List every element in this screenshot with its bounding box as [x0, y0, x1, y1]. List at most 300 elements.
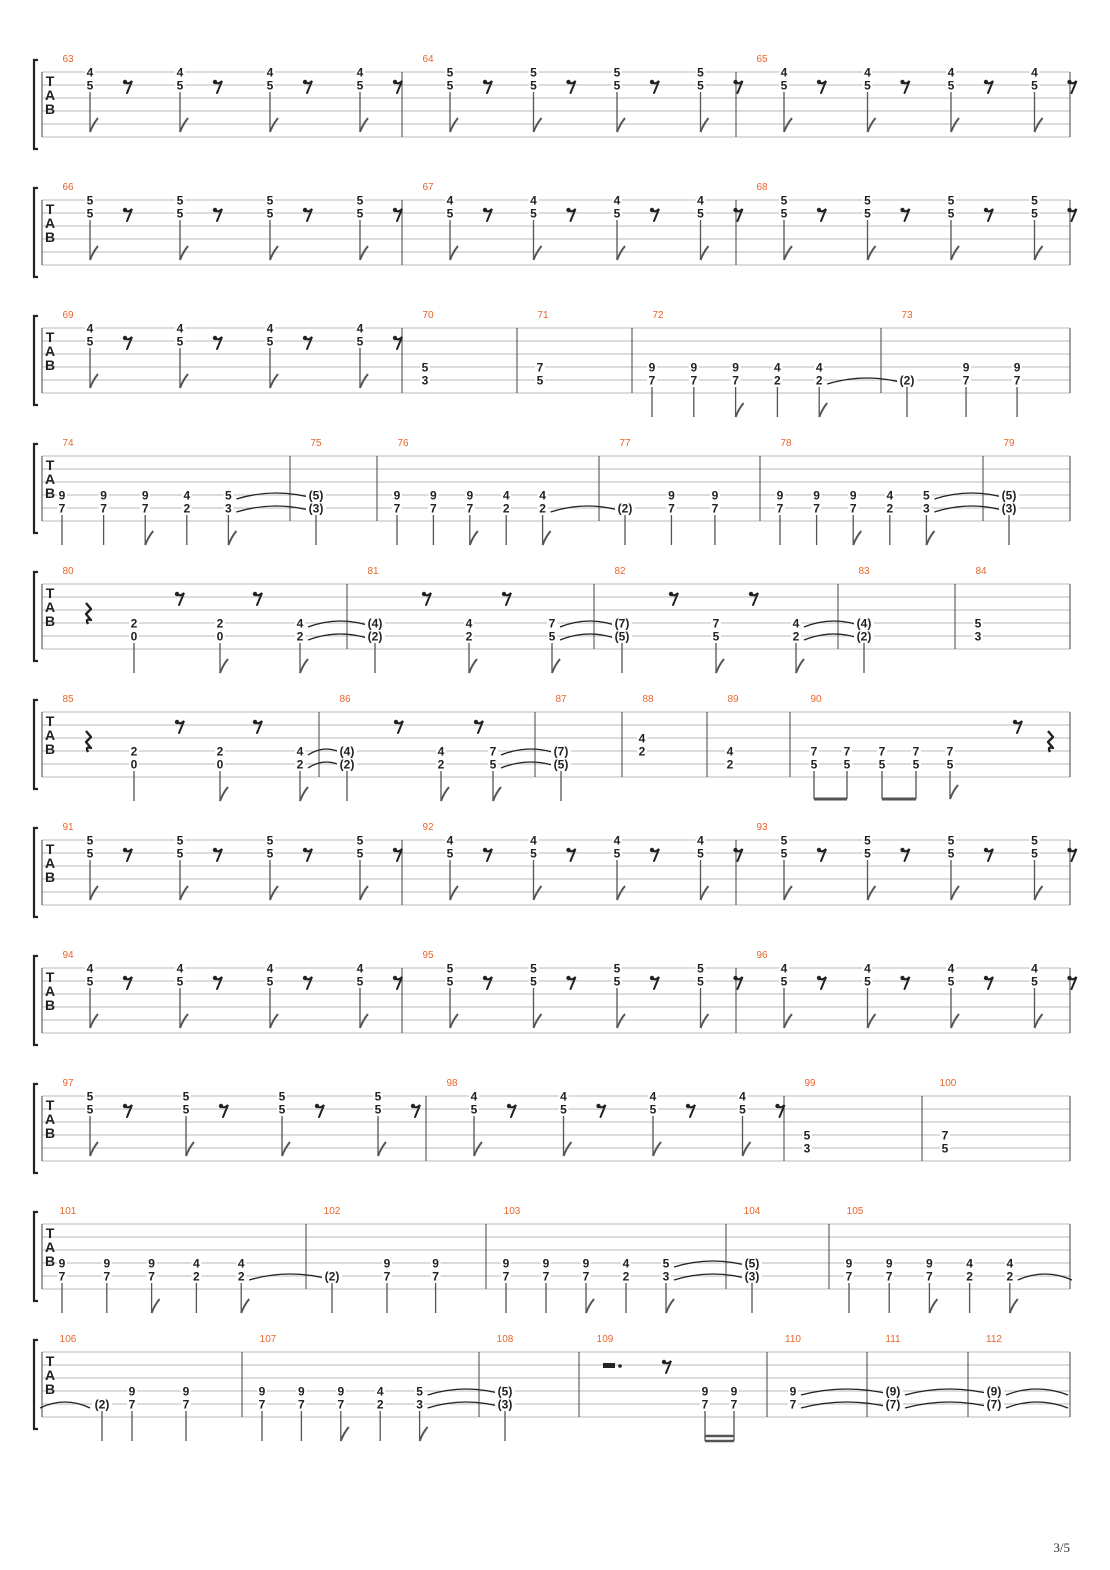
fret-number: 9 — [432, 1256, 439, 1271]
tie-arc — [308, 634, 373, 640]
fret-number: 7 — [711, 501, 719, 516]
fret-number: 5 — [266, 833, 274, 848]
fret-number: 5 — [530, 206, 537, 221]
fret-number: 5 — [176, 833, 184, 848]
fret-number: 5 — [780, 193, 788, 208]
fret-number: 0 — [216, 629, 224, 644]
fret-number: 5 — [947, 833, 955, 848]
fret-number: 4 — [470, 1089, 478, 1104]
eighth-flag — [90, 1014, 98, 1028]
fret-number: 4 — [697, 833, 704, 848]
fret-number: 9 — [648, 360, 656, 375]
fret-number: 5 — [530, 78, 537, 93]
eighth-rest-dot — [253, 592, 257, 596]
eighth-flag — [90, 246, 98, 260]
measure-number: 109 — [596, 1334, 614, 1345]
fret-number: 9 — [337, 1384, 345, 1399]
fret-number: 4 — [739, 1089, 746, 1104]
tab-clef-letter: T — [45, 969, 55, 985]
fret-number: 5 — [446, 65, 454, 80]
tied-fret-number: (3) — [1001, 501, 1017, 516]
fret-number: 7 — [430, 501, 437, 516]
fret-number: 5 — [864, 974, 871, 989]
fret-number: 4 — [86, 961, 94, 976]
fret-number: 4 — [1031, 961, 1038, 976]
fret-number: 4 — [613, 833, 621, 848]
eighth-rest-dot — [213, 80, 217, 84]
fret-number: 2 — [130, 744, 138, 759]
tab-clef-letter: B — [44, 101, 56, 117]
eighth-flag — [441, 787, 449, 801]
fret-number: 9 — [711, 488, 719, 503]
eighth-flag — [617, 118, 625, 132]
tab-clef-letter: A — [44, 727, 56, 743]
fret-number: 7 — [58, 1269, 66, 1284]
eighth-flag — [270, 246, 278, 260]
fret-number: 5 — [613, 974, 621, 989]
fret-number: 7 — [141, 501, 149, 516]
eighth-flag — [186, 1142, 194, 1156]
eighth-rest-dot — [566, 80, 570, 84]
tab-clef-letter: B — [44, 741, 56, 757]
fret-number: 5 — [176, 846, 184, 861]
fret-number: 5 — [86, 78, 94, 93]
fret-number: 4 — [539, 488, 546, 503]
fret-number: 4 — [613, 193, 621, 208]
rest-dot — [618, 1364, 622, 1368]
fret-number: 5 — [864, 78, 871, 93]
eighth-rest-dot — [984, 208, 988, 212]
tied-fret-number: (3) — [744, 1269, 760, 1284]
tab-clef-letter: B — [44, 613, 56, 629]
fret-number: 2 — [622, 1269, 630, 1284]
fret-number: 4 — [726, 744, 734, 759]
fret-number: 5 — [176, 193, 184, 208]
system-bracket — [34, 956, 38, 1045]
measure-number: 86 — [339, 694, 351, 705]
fret-number: 2 — [376, 1397, 384, 1412]
eighth-rest-dot — [900, 848, 904, 852]
tab-clef-letter: A — [44, 471, 56, 487]
eighth-rest-dot — [303, 336, 307, 340]
measure-number: 71 — [537, 310, 549, 321]
eighth-rest-dot — [749, 592, 753, 596]
eighth-rest-dot — [474, 720, 478, 724]
eighth-flag — [1035, 1014, 1043, 1028]
system-bracket — [34, 1340, 38, 1429]
eighth-flag — [701, 1014, 709, 1028]
tab-clef-letter: T — [45, 585, 55, 601]
system-bracket — [34, 1084, 38, 1173]
fret-number: 5 — [947, 846, 955, 861]
eighth-rest-dot — [394, 720, 398, 724]
tied-fret-number: (2) — [94, 1397, 110, 1412]
system-bracket — [34, 828, 38, 917]
measure-number: 76 — [397, 438, 409, 449]
fret-number: 9 — [100, 488, 107, 503]
eighth-flag — [951, 246, 959, 260]
eighth-flag — [180, 1014, 188, 1028]
fret-number: 7 — [962, 373, 970, 388]
fret-number: 9 — [776, 488, 784, 503]
fret-number: 3 — [974, 629, 982, 644]
fret-number: 5 — [697, 206, 704, 221]
eighth-flag — [90, 886, 98, 900]
eighth-rest-dot — [123, 1104, 127, 1108]
fret-number: 2 — [130, 616, 138, 631]
fret-number: 4 — [356, 961, 364, 976]
eighth-flag — [180, 246, 188, 260]
fret-number: 5 — [1031, 193, 1038, 208]
fret-number: 5 — [176, 974, 184, 989]
fret-number: 5 — [356, 334, 364, 349]
tie-arc — [236, 493, 316, 499]
fret-number: 9 — [926, 1256, 933, 1271]
fret-number: 7 — [789, 1397, 797, 1412]
fret-number: 9 — [885, 1256, 893, 1271]
half-rest — [603, 1363, 615, 1368]
eighth-flag — [90, 118, 98, 132]
fret-number: 5 — [86, 846, 94, 861]
tied-fret-number: (9) — [885, 1384, 901, 1399]
eighth-flag — [220, 659, 228, 673]
fret-number: 2 — [437, 757, 445, 772]
eighth-rest-dot — [1067, 848, 1071, 852]
fret-number: 9 — [962, 360, 970, 375]
fret-number: 9 — [298, 1384, 305, 1399]
tie-arc — [1018, 1274, 1072, 1280]
tied-fret-number: (2) — [367, 629, 383, 644]
quarter-rest — [86, 603, 91, 624]
measure-number: 91 — [62, 822, 74, 833]
measure-number: 96 — [756, 950, 768, 961]
system-bracket — [34, 1212, 38, 1301]
fret-number: 7 — [648, 373, 656, 388]
tab-clef-letter: B — [44, 1253, 56, 1269]
eighth-rest-dot — [686, 1104, 690, 1108]
tied-fret-number: (2) — [324, 1269, 340, 1284]
fret-number: 7 — [258, 1397, 266, 1412]
tie-arc — [674, 1274, 752, 1280]
fret-number: 7 — [701, 1397, 709, 1412]
fret-number: 5 — [697, 974, 704, 989]
tie-arc — [249, 1274, 332, 1280]
eighth-rest-dot — [393, 336, 397, 340]
eighth-flag — [543, 531, 551, 545]
measure-number: 81 — [367, 566, 379, 577]
fret-number: 2 — [539, 501, 546, 516]
tab-clef-letter: B — [44, 1125, 56, 1141]
measure-number: 85 — [62, 694, 74, 705]
eighth-rest-dot — [213, 976, 217, 980]
eighth-flag — [270, 118, 278, 132]
measure-number: 106 — [59, 1334, 77, 1345]
tied-fret-number: (5) — [744, 1256, 760, 1271]
fret-number: 9 — [182, 1384, 190, 1399]
eighth-flag — [784, 1014, 792, 1028]
tab-clef-letter: T — [45, 329, 55, 345]
eighth-flag — [300, 787, 308, 801]
fret-number: 5 — [780, 833, 788, 848]
fret-number: 5 — [780, 206, 788, 221]
eighth-flag — [282, 1142, 290, 1156]
eighth-flag — [450, 886, 458, 900]
fret-number: 5 — [1031, 974, 1038, 989]
eighth-flag — [951, 1014, 959, 1028]
fret-number: 7 — [582, 1269, 590, 1284]
eighth-flag — [1035, 118, 1043, 132]
fret-number: 9 — [542, 1256, 550, 1271]
fret-number: 3 — [662, 1269, 670, 1284]
measure-number: 90 — [810, 694, 822, 705]
fret-number: 4 — [864, 65, 871, 80]
eighth-flag — [360, 118, 368, 132]
fret-number: 5 — [548, 629, 556, 644]
measure-number: 64 — [422, 54, 434, 65]
fret-number: 2 — [296, 629, 304, 644]
fret-number: 2 — [502, 501, 510, 516]
measure-number: 75 — [310, 438, 322, 449]
eighth-flag — [152, 1299, 160, 1313]
eighth-flag — [241, 1299, 249, 1313]
fret-number: 5 — [278, 1089, 286, 1104]
measure-number: 94 — [62, 950, 74, 961]
tied-fret-number: (9) — [986, 1384, 1002, 1399]
measure-number: 69 — [62, 310, 74, 321]
fret-number: 5 — [613, 65, 621, 80]
fret-number: 7 — [849, 501, 857, 516]
fret-number: 4 — [638, 731, 646, 746]
measure-number: 72 — [652, 310, 664, 321]
fret-number: 5 — [356, 833, 364, 848]
tied-fret-number: (3) — [497, 1397, 513, 1412]
eighth-rest-dot — [900, 80, 904, 84]
fret-number: 9 — [732, 360, 739, 375]
fret-number: 5 — [530, 961, 537, 976]
tie-arc — [1006, 1402, 1068, 1408]
fret-number: 7 — [548, 616, 556, 631]
fret-number: 5 — [947, 206, 955, 221]
eighth-flag — [180, 374, 188, 388]
fret-number: 5 — [176, 206, 184, 221]
eighth-rest-dot — [123, 208, 127, 212]
eighth-flag — [474, 1142, 482, 1156]
fret-number: 2 — [1006, 1269, 1014, 1284]
fret-number: 5 — [182, 1089, 190, 1104]
fret-number: 2 — [193, 1269, 200, 1284]
tie-arc — [428, 1402, 505, 1408]
eighth-rest-dot — [219, 1104, 223, 1108]
fret-number: 9 — [128, 1384, 136, 1399]
fret-number: 3 — [416, 1397, 423, 1412]
eighth-rest-dot — [123, 976, 127, 980]
measure-number: 78 — [780, 438, 792, 449]
eighth-rest-dot — [393, 80, 397, 84]
eighth-flag — [469, 659, 477, 673]
measure-number: 80 — [62, 566, 74, 577]
tied-fret-number: (5) — [1001, 488, 1017, 503]
fret-number: 7 — [810, 744, 818, 759]
fret-number: 5 — [1031, 206, 1038, 221]
tab-clef-letter: A — [44, 855, 56, 871]
fret-number: 5 — [810, 757, 818, 772]
fret-number: 5 — [712, 629, 720, 644]
fret-number: 5 — [266, 193, 274, 208]
fret-number: 7 — [912, 744, 920, 759]
eighth-flag — [736, 403, 744, 417]
eighth-flag — [929, 1299, 937, 1313]
fret-number: 5 — [697, 846, 704, 861]
measure-number: 108 — [496, 1334, 514, 1345]
fret-number: 4 — [266, 65, 274, 80]
fret-number: 5 — [266, 846, 274, 861]
tie-arc — [801, 1389, 893, 1395]
tab-clef-letter: B — [44, 1381, 56, 1397]
fret-number: 7 — [776, 501, 784, 516]
eighth-rest-dot — [984, 848, 988, 852]
measure-number: 93 — [756, 822, 768, 833]
fret-number: 9 — [582, 1256, 590, 1271]
fret-number: 5 — [225, 488, 232, 503]
measure-number: 112 — [986, 1334, 1002, 1345]
fret-number: 5 — [446, 974, 454, 989]
measure-number: 67 — [422, 182, 434, 193]
fret-number: 5 — [356, 193, 364, 208]
tab-clef-letter: A — [44, 215, 56, 231]
tie-arc — [801, 1402, 893, 1408]
fret-number: 5 — [947, 193, 955, 208]
tie-arc — [934, 493, 1009, 499]
eighth-rest-dot — [566, 976, 570, 980]
fret-number: 5 — [941, 1141, 949, 1156]
measure-number: 105 — [846, 1206, 864, 1217]
fret-number: 2 — [774, 373, 781, 388]
tie-arc — [560, 621, 620, 627]
fret-number: 7 — [466, 501, 474, 516]
tie-arc — [905, 1389, 994, 1395]
tie-arc — [551, 506, 625, 512]
fret-number: 4 — [446, 833, 454, 848]
fret-number: 5 — [697, 961, 704, 976]
fret-number: 4 — [622, 1256, 630, 1271]
fret-number: 4 — [237, 1256, 245, 1271]
fret-number: 2 — [638, 744, 646, 759]
eighth-rest-dot — [502, 592, 506, 596]
tab-clef-letter: B — [44, 997, 56, 1013]
fret-number: 7 — [100, 501, 107, 516]
fret-number: 9 — [1013, 360, 1021, 375]
fret-number: 5 — [86, 334, 94, 349]
fret-number: 4 — [266, 961, 274, 976]
fret-number: 2 — [966, 1269, 973, 1284]
eighth-flag — [868, 886, 876, 900]
fret-number: 7 — [393, 501, 401, 516]
eighth-flag — [743, 1142, 751, 1156]
fret-number: 5 — [560, 1102, 567, 1117]
tied-fret-number: (4) — [367, 616, 383, 631]
eighth-flag — [534, 118, 542, 132]
eighth-rest-dot — [253, 720, 257, 724]
eighth-flag — [796, 659, 804, 673]
fret-number: 4 — [864, 961, 871, 976]
measure-number: 87 — [555, 694, 567, 705]
fret-number: 4 — [649, 1089, 657, 1104]
fret-number: 4 — [356, 65, 364, 80]
measure-number: 97 — [62, 1078, 74, 1089]
eighth-rest-dot — [483, 976, 487, 980]
quarter-rest — [86, 731, 91, 752]
eighth-rest-dot — [303, 208, 307, 212]
fret-number: 2 — [792, 629, 800, 644]
fret-number: 5 — [416, 1384, 423, 1399]
tie-arc — [934, 506, 1009, 512]
fret-number: 5 — [530, 974, 537, 989]
fret-number: 5 — [697, 65, 704, 80]
eighth-flag — [450, 1014, 458, 1028]
eighth-flag — [341, 1427, 349, 1441]
fret-number: 5 — [356, 206, 364, 221]
fret-number: 5 — [489, 757, 497, 772]
eighth-flag — [360, 1014, 368, 1028]
tab-clef-letter: A — [44, 343, 56, 359]
eighth-flag — [951, 886, 959, 900]
fret-number: 5 — [697, 78, 704, 93]
fret-number: 5 — [864, 833, 871, 848]
measure-number: 74 — [62, 438, 74, 449]
fret-number: 4 — [86, 65, 94, 80]
tab-clef-letter: T — [45, 457, 55, 473]
eighth-flag — [90, 1142, 98, 1156]
eighth-rest-dot — [817, 848, 821, 852]
eighth-flag — [470, 531, 478, 545]
tab-clef-letter: T — [45, 1225, 55, 1241]
fret-number: 7 — [926, 1269, 933, 1284]
eighth-flag — [220, 787, 228, 801]
eighth-flag — [360, 246, 368, 260]
fret-number: 3 — [803, 1141, 811, 1156]
eighth-rest-dot — [422, 592, 426, 596]
tied-fret-number: (4) — [339, 744, 355, 759]
eighth-flag — [950, 785, 958, 799]
measure-number: 95 — [422, 950, 434, 961]
eighth-flag — [784, 118, 792, 132]
tab-clef-letter: B — [44, 485, 56, 501]
system-bracket — [34, 188, 38, 277]
eighth-flag — [617, 886, 625, 900]
fret-number: 5 — [613, 78, 621, 93]
tied-fret-number: (3) — [308, 501, 324, 516]
eighth-rest-dot — [315, 1104, 319, 1108]
fret-number: 4 — [296, 744, 304, 759]
eighth-flag — [701, 886, 709, 900]
eighth-rest-dot — [596, 1104, 600, 1108]
fret-number: 2 — [815, 373, 823, 388]
fret-number: 5 — [374, 1102, 382, 1117]
fret-number: 4 — [376, 1384, 384, 1399]
tie-arc — [40, 1402, 90, 1408]
eighth-rest-dot — [900, 208, 904, 212]
eighth-flag — [868, 1014, 876, 1028]
fret-number: 5 — [780, 974, 788, 989]
fret-number: 7 — [732, 373, 739, 388]
eighth-rest-dot — [984, 976, 988, 980]
eighth-rest-dot — [393, 848, 397, 852]
eighth-flag — [1010, 1299, 1018, 1313]
eighth-flag — [90, 374, 98, 388]
tab-clef-letter: A — [44, 1111, 56, 1127]
fret-number: 5 — [974, 616, 982, 631]
eighth-rest-dot — [566, 848, 570, 852]
